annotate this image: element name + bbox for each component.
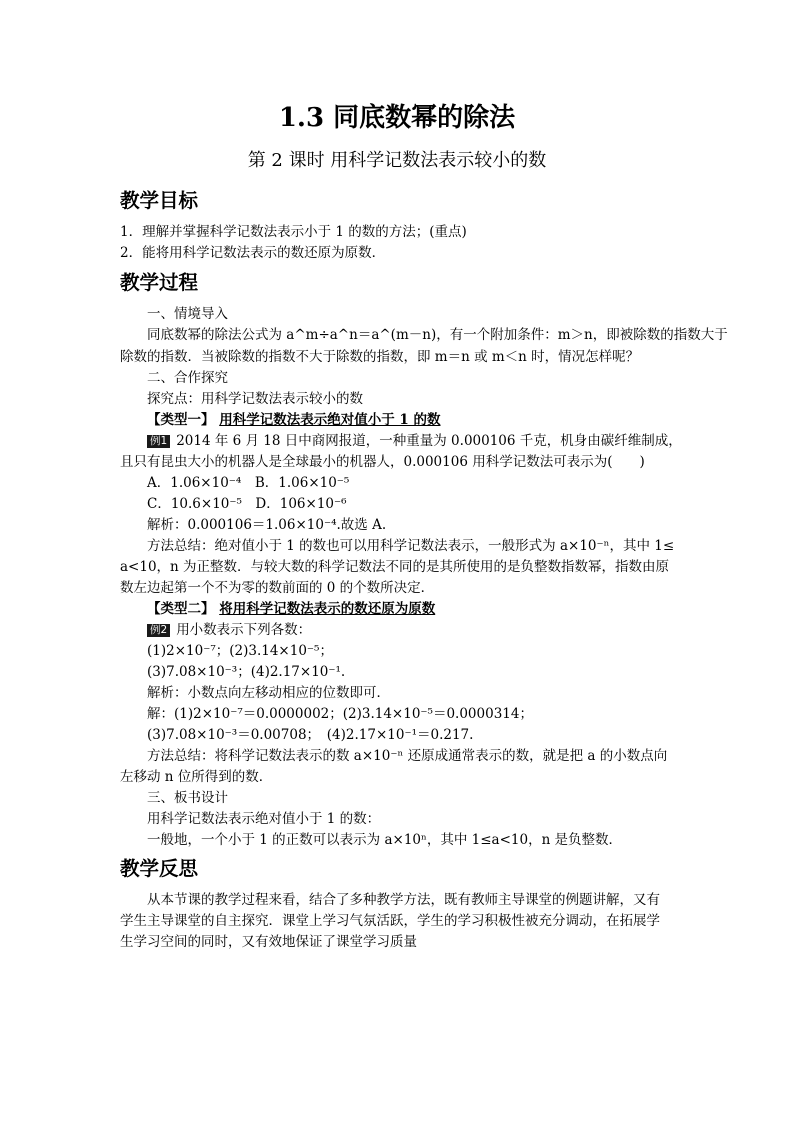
board-line-2: 一般地，一个小于 1 的正数可以表示为 a×10ⁿ，其中 1≤a<10，n 是负整数． bbox=[147, 832, 623, 848]
page-subtitle: 第 2 课时 用科学记数法表示较小的数 bbox=[247, 150, 547, 171]
example1-method-line-3: 数左边起第一个不为零的数前面的 0 的个数所决定． bbox=[120, 580, 435, 596]
heading-reflection: 教学反思 bbox=[120, 857, 199, 880]
type1-title: 用科学记数法表示绝对值小于 1 的数 bbox=[219, 412, 441, 428]
goal-item-1: 1．理解并掌握科学记数法表示小于 1 的数的方法；(重点) bbox=[120, 224, 467, 240]
board-label: 三、板书设计 bbox=[147, 790, 228, 806]
example1-method-line-1: 方法总结：绝对值小于 1 的数也可以用科学记数法表示，一般形式为 a×10⁻ⁿ，其中 1≤ bbox=[147, 538, 675, 554]
example2-prompt: 用小数表示下列各数： bbox=[176, 622, 312, 638]
example1-line-1 bbox=[147, 431, 682, 451]
example1-text-1: 2014 年 6 月 18 日中商网报道，一种重量为 0.000106 千克，机身由碳纤维制成， bbox=[176, 433, 682, 449]
intro-label: 一、情境导入 bbox=[147, 306, 228, 322]
example2-items-line-2: (3)7.08×10⁻³；(4)2.17×10⁻¹. bbox=[147, 664, 346, 680]
example2-solution-line-2: (3)7.08×10⁻³＝0.00708； (4)2.17×10⁻¹＝0.217. bbox=[147, 727, 474, 743]
type2-title: 将用科学记数法表示的数还原为原数 bbox=[219, 601, 436, 617]
example1-method-line-2: a<10，n 为正整数．与较大数的科学记数法不同的是其所使用的是负整数指数幂，指数由原 bbox=[120, 559, 670, 575]
heading-goals: 教学目标 bbox=[120, 189, 199, 212]
type1-tag: 【类型一】 bbox=[147, 412, 215, 428]
example2-prompt-line bbox=[147, 620, 311, 640]
type1-heading bbox=[147, 410, 441, 430]
type2-tag: 【类型二】 bbox=[147, 601, 215, 617]
reflection-line-1: 从本节课的教学过程来看，结合了多种教学方法，既有教师主导课堂的例题讲解，又有 bbox=[147, 892, 660, 908]
example2-items-line-1: (1)2×10⁻⁷；(2)3.14×10⁻⁵； bbox=[147, 643, 333, 659]
type2-heading bbox=[147, 599, 435, 619]
example2-badge: 例2 bbox=[147, 624, 170, 637]
board-line-1: 用科学记数法表示绝对值小于 1 的数： bbox=[147, 811, 381, 827]
example2-solution-line-1: 解：(1)2×10⁻⁷＝0.0000002；(2)3.14×10⁻⁵＝0.0000314； bbox=[147, 706, 533, 722]
explore-label: 二、合作探究 bbox=[147, 370, 228, 386]
explore-point: 探究点：用科学记数法表示较小的数 bbox=[147, 391, 363, 407]
example2-method-line-1: 方法总结：将科学记数法表示的数 a×10⁻ⁿ 还原成通常表示的数，就是把 a 的小数点向 bbox=[147, 748, 668, 764]
goal-item-2: 2．能将用科学记数法表示的数还原为原数． bbox=[120, 245, 386, 261]
example2-analysis: 解析：小数点向左移动相应的位数即可． bbox=[147, 685, 390, 701]
example1-options-cd: C．10.6×10⁻⁵ D．106×10⁻⁶ bbox=[147, 496, 347, 512]
page-title: 1.3 同底数幂的除法 bbox=[278, 103, 516, 133]
reflection-line-3: 生学习空间的同时，又有效地保证了课堂学习质量 bbox=[120, 934, 417, 950]
example1-badge: 例1 bbox=[147, 435, 170, 448]
intro-paragraph-line-1: 同底数幂的除法公式为 a^m÷a^n＝a^(m－n)，有一个附加条件：m＞n，即被除数的指数大于 bbox=[147, 327, 728, 343]
example2-method-line-2: 左移动 n 位所得到的数． bbox=[120, 769, 273, 785]
example1-line-2: 且只有昆虫大小的机器人是全球最小的机器人，0.000106 用科学记数法可表示为( ) bbox=[120, 454, 645, 470]
reflection-line-2: 学生主导课堂的自主探究．课堂上学习气氛活跃，学生的学习积极性被充分调动，在拓展学 bbox=[120, 913, 660, 929]
example1-options-ab: A．1.06×10⁻⁴ B．1.06×10⁻⁵ bbox=[147, 475, 350, 491]
example1-solution: 解析：0.000106＝1.06×10⁻⁴.故选 A. bbox=[147, 517, 387, 533]
heading-process: 教学过程 bbox=[120, 271, 199, 294]
intro-paragraph-line-2: 除数的指数．当被除数的指数不大于除数的指数，即 m＝n 或 m＜n 时，情况怎样呢？ bbox=[120, 349, 640, 365]
